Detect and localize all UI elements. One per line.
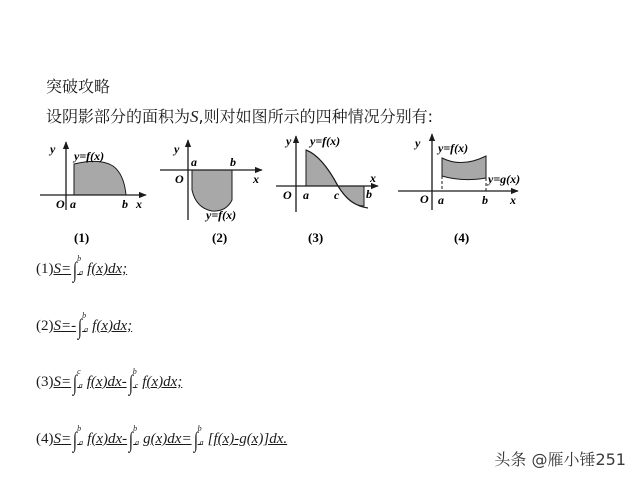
fig3-c: c	[334, 188, 340, 202]
fig3-origin: O	[283, 188, 292, 202]
fig3-shaded-upper	[306, 150, 338, 186]
fig1-x-label: x	[136, 197, 142, 211]
fig1-y-label: y	[50, 142, 56, 156]
formula-1: (1)S=∫$^b$a f(x)dx;	[36, 254, 128, 282]
intro-after: ,则对如图所示的四种情况分别有:	[198, 107, 433, 126]
fig4-a: a	[438, 193, 444, 207]
fig4-b: b	[482, 193, 488, 207]
fig1-origin: O	[56, 197, 65, 211]
fig3-a: a	[303, 188, 309, 202]
integral-sign: ∫	[128, 370, 133, 395]
fig2-y-label: y	[174, 142, 180, 156]
fig4-origin: O	[420, 192, 429, 206]
integral-sign: ∫	[193, 427, 198, 452]
fig3-caption: (3)	[308, 230, 324, 245]
fig1-b: b	[122, 197, 128, 211]
fig3-x-label: x	[370, 171, 376, 185]
fig3-curve-label: y=f(x)	[310, 134, 341, 148]
integral-sign: ∫	[73, 427, 78, 452]
section-heading: 突破攻略	[46, 77, 111, 96]
fig3-b: b	[366, 187, 372, 201]
figure-3	[276, 134, 378, 245]
fig3-shaded-lower	[338, 186, 364, 206]
formula-3: (3)S=∫$^c$a f(x)dx-∫$^b$c f(x)dx;	[36, 367, 183, 395]
fig1-caption: (1)	[74, 230, 90, 245]
fig2-a: a	[191, 155, 197, 169]
formula-2: (2)S=-∫$^b$a f(x)dx;	[36, 311, 133, 339]
fig4-curve-f-label: y=f(x)	[438, 141, 469, 155]
integral-sign: ∫	[78, 314, 83, 339]
fig2-b: b	[230, 155, 236, 169]
fig2-x-label: x	[253, 172, 259, 186]
fig2-caption: (2)	[212, 230, 228, 245]
fig4-caption: (4)	[454, 230, 470, 245]
fig2-shaded-area	[192, 170, 232, 211]
fig2-curve-label: y=f(x)	[206, 208, 237, 222]
fig4-x-label: x	[510, 193, 516, 207]
intro-var: S	[190, 107, 199, 126]
fig1-curve-label: y=f(x)	[74, 149, 105, 163]
fig3-y-label: y	[286, 134, 292, 148]
integral-sign: ∫	[129, 427, 134, 452]
fig4-curve-g-label: y=g(x)	[488, 172, 521, 186]
figure-4	[398, 134, 520, 245]
intro-before: 设阴影部分的面积为	[46, 107, 191, 126]
figure-2	[160, 140, 262, 245]
figure-1	[40, 142, 146, 245]
integral-sign: ∫	[73, 370, 78, 395]
fig4-y-label: y	[415, 136, 421, 150]
integral-sign: ∫	[73, 257, 78, 282]
fig2-origin: O	[175, 172, 184, 186]
fig1-a: a	[70, 197, 76, 211]
fig4-shaded-area	[442, 156, 486, 180]
watermark: 头条 @雁小锤251	[494, 450, 626, 469]
fig1-shaded-area	[74, 161, 126, 195]
formula-4: (4)S=∫$^b$a f(x)dx-∫$^b$a g(x)dx=∫$^b$a [f(x)-g(x)]dx.	[36, 424, 288, 452]
